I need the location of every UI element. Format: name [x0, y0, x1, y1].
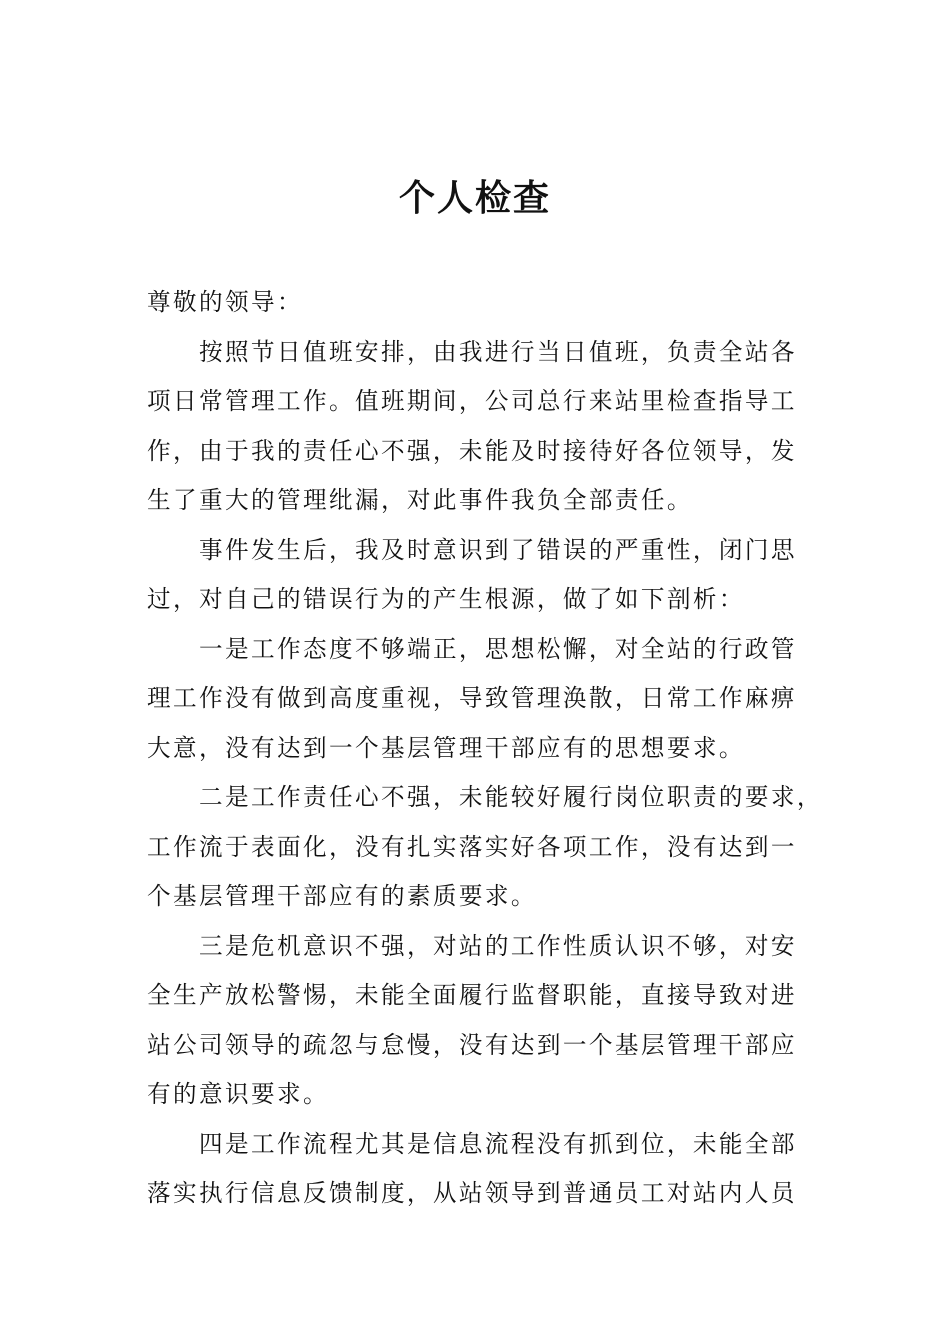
text-line: 作，由于我的责任心不强，未能及时接待好各位领导，发 — [147, 436, 797, 465]
text-line: 尊敬的领导： — [147, 288, 303, 316]
text-line: 全生产放松警惕，未能全面履行监督职能，直接导致对进 — [147, 981, 797, 1009]
text-line: 有的意识要求。 — [147, 1080, 329, 1108]
document-body — [147, 278, 823, 1219]
text-line: 大意，没有达到一个基层管理干部应有的思想要求。 — [147, 733, 745, 762]
text-line: 四是工作流程尤其是信息流程没有抓到位，未能全部 — [199, 1129, 797, 1158]
text-line: 一是工作态度不够端正，思想松懈，对全站的行政管 — [199, 634, 797, 663]
text-line: 项日常管理工作。值班期间，公司总行来站里检查指导工 — [147, 387, 797, 415]
text-line: 工作流于表面化，没有扎实落实好各项工作，没有达到一 — [147, 832, 797, 861]
text-line: 生了重大的管理纰漏，对此事件我负全部责任。 — [147, 486, 693, 514]
text-line: 落实执行信息反馈制度，从站领导到普通员工对站内人员 — [147, 1179, 797, 1207]
text-line: 二是工作责任心不强，未能较好履行岗位职责的要求， — [199, 783, 823, 811]
text-line: 按照节日值班安排，由我进行当日值班，负责全站各 — [199, 337, 797, 366]
text-line: 三是危机意识不强，对站的工作性质认识不够，对安 — [199, 931, 797, 960]
text-line: 站公司领导的疏忽与怠慢，没有达到一个基层管理干部应 — [147, 1030, 797, 1059]
text-line: 理工作没有做到高度重视，导致管理涣散，日常工作麻痹 — [147, 684, 797, 712]
text-line: 个基层管理干部应有的素质要求。 — [147, 882, 537, 910]
document-title: 个人检查 — [398, 177, 551, 219]
text-line: 过，对自己的错误行为的产生根源，做了如下剖析： — [147, 585, 745, 613]
text-line: 事件发生后，我及时意识到了错误的严重性，闭门思 — [199, 535, 797, 564]
